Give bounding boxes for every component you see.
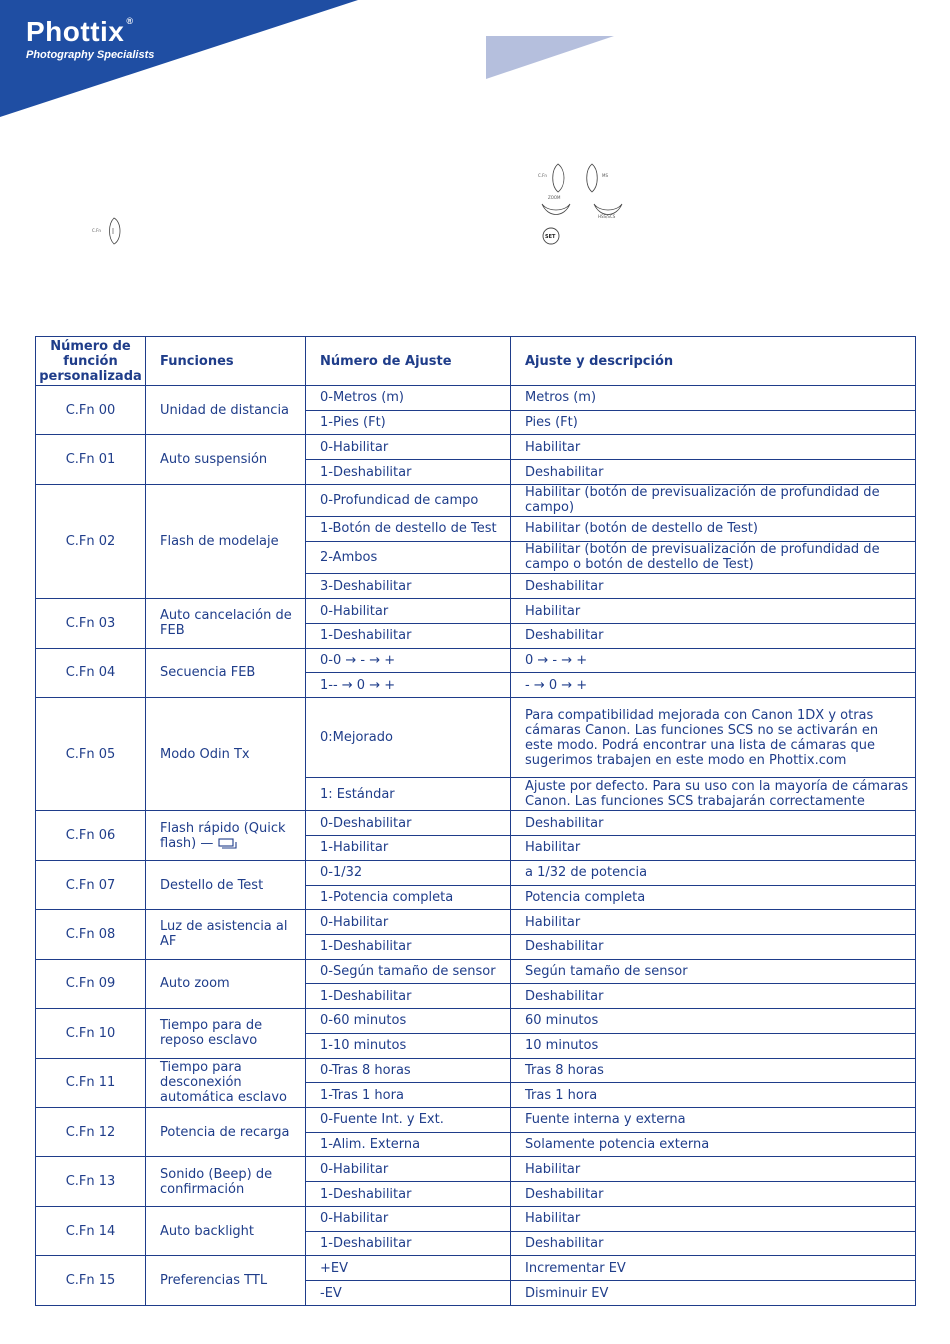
setting-value: 1-Deshabilitar <box>306 934 511 959</box>
setting-description: Habilitar <box>511 1206 916 1231</box>
table-row <box>36 1009 916 1034</box>
function-name: Unidad de distancia <box>146 386 306 435</box>
setting-value: 0-Habilitar <box>306 910 511 935</box>
setting-description: Deshabilitar <box>511 934 916 959</box>
function-number: C.Fn 12 <box>36 1107 146 1156</box>
setting-value: 1-Alim. Externa <box>306 1132 511 1157</box>
setting-description: Habilitar <box>511 435 916 460</box>
function-number: C.Fn 14 <box>36 1206 146 1255</box>
setting-description: Habilitar (botón de destello de Test) <box>511 516 916 541</box>
function-name: Auto backlight <box>146 1206 306 1255</box>
setting-value: 0-Metros (m) <box>306 386 511 411</box>
setting-value: 2-Ambos <box>306 541 511 574</box>
setting-value: 0-Fuente Int. y Ext. <box>306 1107 511 1132</box>
setting-value: 1-Deshabilitar <box>306 1182 511 1207</box>
function-name: Secuencia FEB <box>146 648 306 697</box>
setting-value: 1-Potencia completa <box>306 885 511 910</box>
setting-value: 0-0 → - → + <box>306 648 511 673</box>
table-row <box>36 1107 916 1132</box>
table-row <box>36 599 916 624</box>
header-function: Funciones <box>146 337 306 386</box>
setting-description: Habilitar (botón de previsualización de profundidad de campo o botón de destello de Test) <box>511 541 916 574</box>
header-number: Número de función personalizada <box>36 337 146 386</box>
setting-description: Para compatibilidad mejorada con Canon 1DX y otras cámaras Canon. Las funciones SCS no se activarán en este modo. Podrá encontrar una lista de cámaras que sugerimos trabajen en este modo en Phottix.com <box>511 698 916 778</box>
function-name: Auto suspensión <box>146 435 306 484</box>
setting-value: +EV <box>306 1256 511 1281</box>
function-name-cell <box>146 811 306 860</box>
brand-logo <box>26 16 134 48</box>
svg-text:C.Fn: C.Fn <box>538 173 547 178</box>
function-number: C.Fn 11 <box>36 1058 146 1107</box>
header-description: Ajuste y descripción <box>511 337 916 386</box>
svg-text:ZOOM: ZOOM <box>548 195 561 200</box>
setting-description: 0 → - → + <box>511 648 916 673</box>
setting-value: 1-Tras 1 hora <box>306 1083 511 1108</box>
setting-value: 1-10 minutos <box>306 1033 511 1058</box>
table-row <box>36 860 916 885</box>
custom-functions-table <box>35 336 916 1306</box>
setting-value: 1-Deshabilitar <box>306 984 511 1009</box>
setting-value: 1-Habilitar <box>306 836 511 861</box>
function-name: Potencia de recarga <box>146 1107 306 1156</box>
setting-description: 10 minutos <box>511 1033 916 1058</box>
setting-description: Deshabilitar <box>511 1182 916 1207</box>
setting-description: Habilitar <box>511 910 916 935</box>
decorative-triangle <box>486 36 616 80</box>
setting-value: 1-Pies (Ft) <box>306 410 511 435</box>
function-name: Destello de Test <box>146 860 306 909</box>
function-name: Modo Odin Tx <box>146 698 306 811</box>
table-row <box>36 648 916 673</box>
setting-value: 1-Botón de destello de Test <box>306 516 511 541</box>
setting-value: 0-Habilitar <box>306 599 511 624</box>
control-dial-icon <box>536 160 636 250</box>
setting-description: Habilitar <box>511 1157 916 1182</box>
table-row <box>36 484 916 516</box>
setting-description: Ajuste por defecto. Para su uso con la mayoría de cámaras Canon. Las funciones SCS trabajarán correctamente <box>511 778 916 811</box>
setting-value: 3-Deshabilitar <box>306 574 511 599</box>
setting-value: 1-Deshabilitar <box>306 623 511 648</box>
setting-value: 1: Estándar <box>306 778 511 811</box>
setting-description: Tras 1 hora <box>511 1083 916 1108</box>
setting-value: 1-- → 0 → + <box>306 673 511 698</box>
table-row <box>36 811 916 836</box>
table-row <box>36 1206 916 1231</box>
function-number: C.Fn 03 <box>36 599 146 648</box>
svg-text:SET: SET <box>545 234 556 240</box>
function-number: C.Fn 04 <box>36 648 146 697</box>
table-row <box>36 386 916 411</box>
setting-value: 0-Profundicad de campo <box>306 484 511 516</box>
setting-value: 1-Deshabilitar <box>306 460 511 485</box>
table-row <box>36 910 916 935</box>
svg-text:MS: MS <box>602 173 608 178</box>
setting-value: 0:Mejorado <box>306 698 511 778</box>
setting-description: a 1/32 de potencia <box>511 860 916 885</box>
setting-description: Disminuir EV <box>511 1281 916 1306</box>
function-number: C.Fn 05 <box>36 698 146 811</box>
svg-text:HSS/SCS: HSS/SCS <box>598 214 616 219</box>
brand-tagline: Photography Specialists <box>26 49 155 61</box>
setting-description: Pies (Ft) <box>511 410 916 435</box>
setting-description: Incrementar EV <box>511 1256 916 1281</box>
function-number: C.Fn 15 <box>36 1256 146 1306</box>
function-name: Tiempo para desconexión automática esclavo <box>146 1058 306 1107</box>
setting-value: 0-Habilitar <box>306 1157 511 1182</box>
setting-value: 0-Habilitar <box>306 1206 511 1231</box>
setting-value: 0-Tras 8 horas <box>306 1058 511 1083</box>
function-number: C.Fn 07 <box>36 860 146 909</box>
function-name: Tiempo para de reposo esclavo <box>146 1009 306 1058</box>
setting-description: Metros (m) <box>511 386 916 411</box>
function-name: Luz de asistencia al AF <box>146 910 306 959</box>
setting-description: Solamente potencia externa <box>511 1132 916 1157</box>
setting-value: 0-Según tamaño de sensor <box>306 959 511 984</box>
function-name: Preferencias TTL <box>146 1256 306 1306</box>
setting-description: Deshabilitar <box>511 811 916 836</box>
setting-value: 0-1/32 <box>306 860 511 885</box>
function-number: C.Fn 00 <box>36 386 146 435</box>
brand-name: Phottix <box>26 16 125 47</box>
function-name: Auto cancelación de FEB <box>146 599 306 648</box>
function-number: C.Fn 13 <box>36 1157 146 1206</box>
table-row <box>36 435 916 460</box>
function-name: Flash rápido (Quick flash) — <box>160 820 286 851</box>
function-name: Auto zoom <box>146 959 306 1008</box>
function-number: C.Fn 08 <box>36 910 146 959</box>
setting-value: 0-Habilitar <box>306 435 511 460</box>
setting-description: 60 minutos <box>511 1009 916 1034</box>
svg-text:C.Fn: C.Fn <box>92 228 101 233</box>
setting-description: Deshabilitar <box>511 574 916 599</box>
function-number: C.Fn 02 <box>36 484 146 598</box>
table-row <box>36 698 916 778</box>
setting-description: Deshabilitar <box>511 984 916 1009</box>
header-setting: Número de Ajuste <box>306 337 511 386</box>
setting-description: Potencia completa <box>511 885 916 910</box>
setting-description: Habilitar <box>511 836 916 861</box>
cfn-button-icon <box>92 214 126 248</box>
table-row <box>36 1157 916 1182</box>
function-number: C.Fn 10 <box>36 1009 146 1058</box>
continuous-shooting-icon <box>218 838 238 849</box>
function-name: Sonido (Beep) de confirmación <box>146 1157 306 1206</box>
registered-mark: ® <box>126 16 134 26</box>
setting-description: Según tamaño de sensor <box>511 959 916 984</box>
setting-description: Tras 8 horas <box>511 1058 916 1083</box>
setting-value: 1-Deshabilitar <box>306 1231 511 1256</box>
setting-description: Deshabilitar <box>511 460 916 485</box>
table-header-row <box>36 337 916 386</box>
setting-description: Deshabilitar <box>511 623 916 648</box>
setting-description: Deshabilitar <box>511 1231 916 1256</box>
setting-value: -EV <box>306 1281 511 1306</box>
table-row <box>36 1058 916 1083</box>
table-row <box>36 959 916 984</box>
function-number: C.Fn 06 <box>36 811 146 860</box>
function-number: C.Fn 01 <box>36 435 146 484</box>
function-number: C.Fn 09 <box>36 959 146 1008</box>
setting-description: Habilitar <box>511 599 916 624</box>
function-name: Flash de modelaje <box>146 484 306 598</box>
setting-description: Habilitar (botón de previsualización de profundidad de campo) <box>511 484 916 516</box>
setting-value: 0-60 minutos <box>306 1009 511 1034</box>
table-row <box>36 1256 916 1281</box>
setting-value: 0-Deshabilitar <box>306 811 511 836</box>
setting-description: Fuente interna y externa <box>511 1107 916 1132</box>
setting-description: - → 0 → + <box>511 673 916 698</box>
